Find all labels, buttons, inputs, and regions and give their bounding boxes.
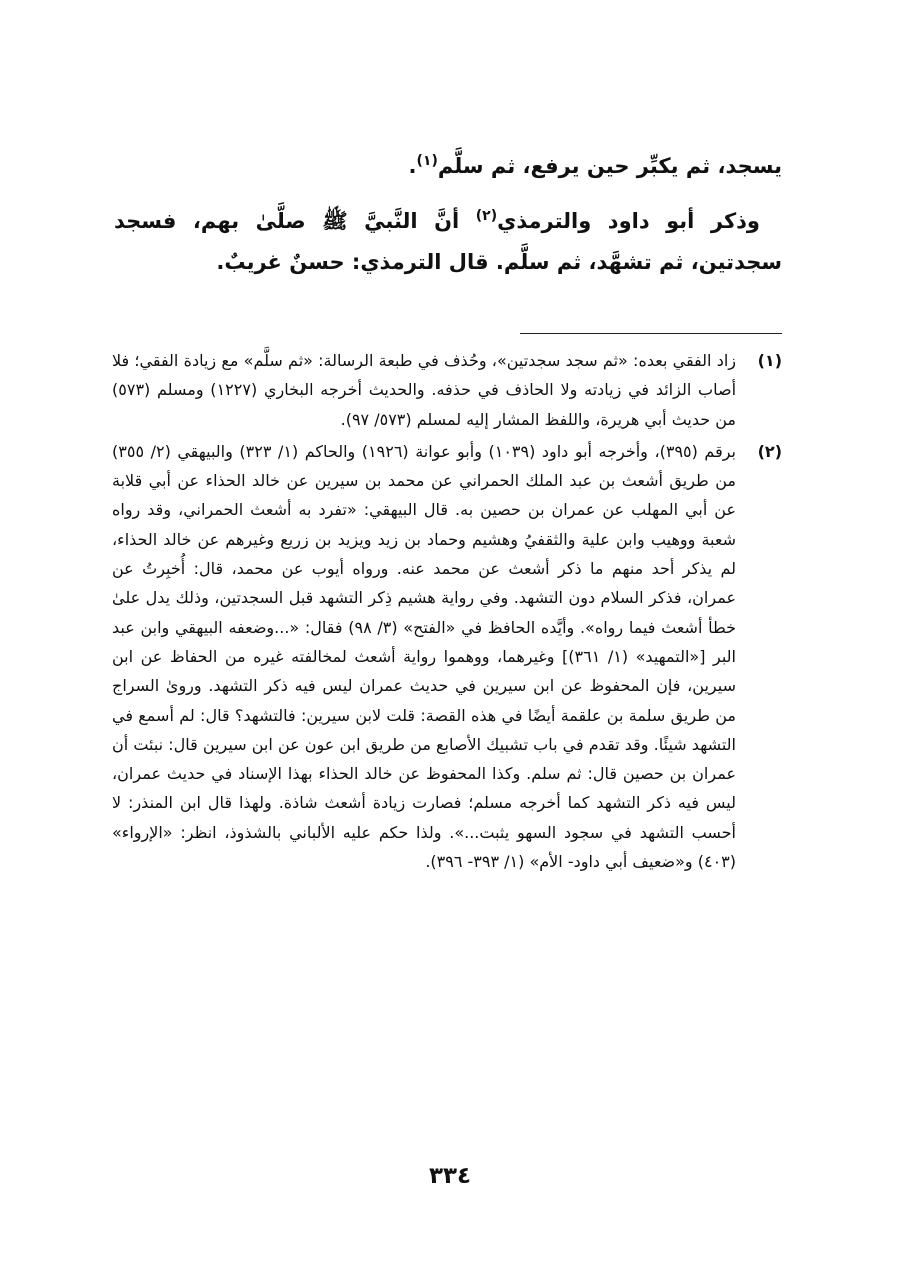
footnote-ref-2[interactable]: (٢) bbox=[475, 208, 498, 224]
footnote-1 bbox=[112, 346, 782, 434]
footnote-2-number: (٢) bbox=[757, 441, 782, 461]
main-paragraph-1-text: يسجد، ثم يكبِّر حين يرفع، ثم سلَّم bbox=[437, 154, 782, 178]
footnote-1-number: (١) bbox=[757, 351, 782, 370]
footnote-ref-1[interactable]: (١) bbox=[416, 153, 438, 169]
main-paragraph-1 bbox=[114, 146, 782, 187]
footnote-1-text: زاد الفقي بعده: «ثم سجد سجدتين»، وحُذف في طبعة الرسالة: «ثم سلَّم» مع زيادة الفقي؛ فلا أصاب الزائد في زيادته ولا الحاذف في حذفه. والحديث أخرجه البخاري (١٢٢٧) ومسلم (٥٧٣) من حديث أبي هريرة، واللفظ المشار إليه لمسلم (٥٧٣/ ٩٧). bbox=[112, 351, 737, 429]
main-paragraph-2 bbox=[114, 201, 782, 283]
main-paragraph-2-text-b: أنَّ النَّبيَّ ﷺ صلَّىٰ بهم، فسجد سجدتين، ثم تشهَّد، ثم سلَّم. قال الترمذي: حسنٌ غريبٌ. bbox=[114, 209, 782, 274]
footnote-divider bbox=[520, 333, 782, 334]
footnotes bbox=[112, 346, 782, 879]
page-number: ٣٣٤ bbox=[428, 1163, 472, 1189]
main-paragraph-2-text-a: وذكر أبو داود والترمذي bbox=[497, 209, 760, 233]
main-paragraph-1-end: . bbox=[408, 154, 417, 178]
footnote-2 bbox=[112, 437, 782, 876]
main-text bbox=[114, 146, 782, 283]
footnote-2-text: برقم (٣٩٥)، وأخرجه أبو داود (١٠٣٩) وأبو عوانة (١٩٢٦) والحاكم (١/ ٣٢٣) والبيهقي (٢/ ٣٥٥) من طريق أشعث بن عبد الملك الحمراني عن محمد بن سيرين عن خالد الحذاء عن أبي قلابة عن أبي المهلب عن عمران بن حصين به. قال البيهقي: «تفرد به أشعث الحمراني، وقد رواه شعبة ووهيب وابن علية والثقفيُ وهشيم وحماد بن زيد ويزيد بن زريع وغيرهم عن خالد الحذاء، لم يذكر أحد منهم ما ذكر أشعث عن محمد عنه. ورواه أيوب عن محمد، قال: أُخبِرتُ عن عمران، فذكر السلام دون التشهد. وفي رواية هشيم ذِكر التشهد قبل السجدتين، وذلك يدل علىٰ خطأ أشعث فيما رواه». وأيَّده الحافظ في «الفتح» (٣/ ٩٨) فقال: «...وضعفه البيهقي وابن عبد البر [«التمهيد» (١/ ٣٦١)] وغيرهما، ووهموا رواية أشعث لمخالفته غيره من الحفاظ عن ابن سيرين، فإن المحفوظ عن ابن سيرين في حديث عمران ليس فيه ذكر التشهد. وروىٰ السراج من طريق سلمة بن علقمة أيضًا في هذه القصة: قلت لابن سيرين: فالتشهد؟ قال: لم أسمع في التشهد شيئًا. وقد تقدم في باب تشبيك الأصابع من طريق ابن عون عن ابن سيرين قال: نبئت أن عمران بن حصين قال: ثم سلم. وكذا المحفوظ عن خالد الحذاء بهذا الإسناد في حديث عمران، ليس فيه ذكر التشهد كما أخرجه مسلم؛ فصارت زيادة أشعث شاذة. ولهذا قال ابن المنذر: لا أحسب التشهد في سجود السهو يثبت...». ولذا حكم عليه الألباني بالشذوذ، انظر: «الإرواء» (٤٠٣) و«ضعيف أبي داود- الأم» (١/ ٣٩٣- ٣٩٦). bbox=[112, 441, 737, 872]
